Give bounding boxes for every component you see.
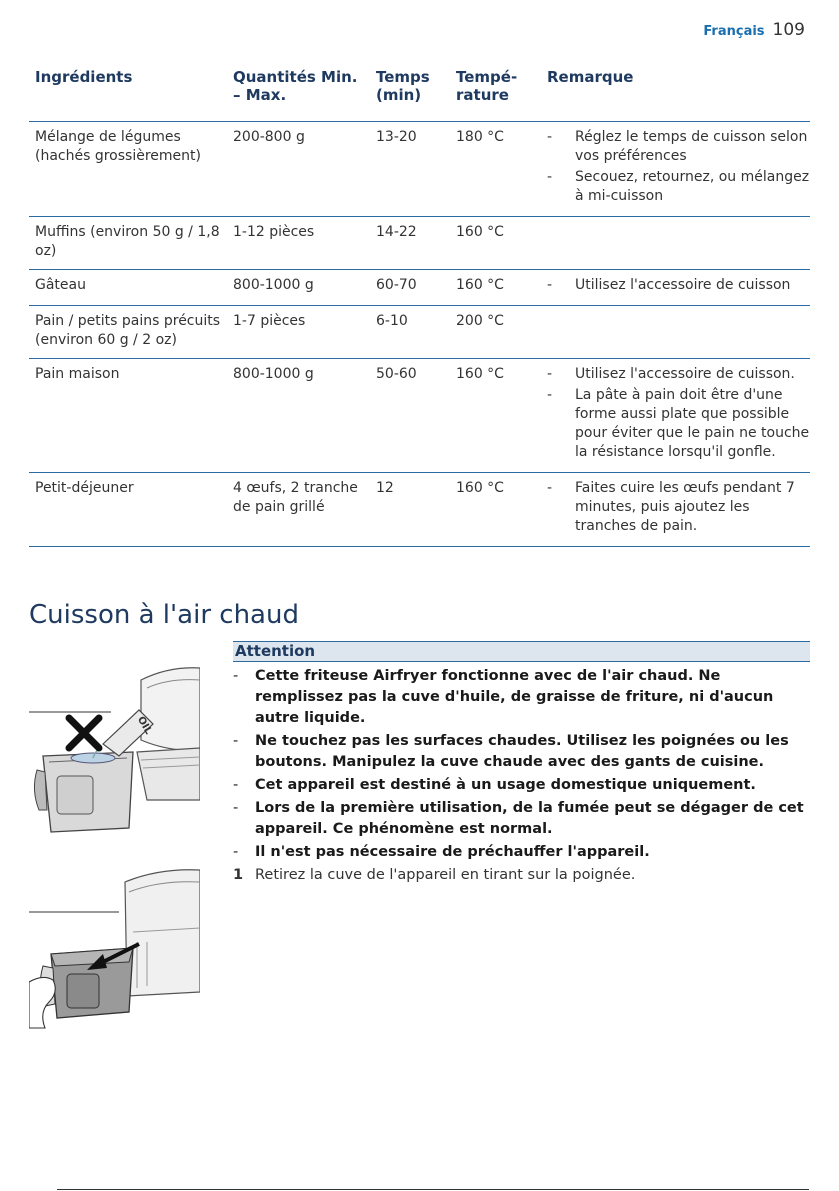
remark-text: Réglez le temps de cuisson selon vos préférences (575, 129, 808, 164)
attention-item (233, 666, 810, 729)
cell-temperature: 160 °C (456, 480, 504, 496)
cell-ingredient: Pain maison (35, 366, 120, 382)
cell-time: 6-10 (376, 313, 408, 329)
oil-label: OIL (134, 714, 154, 737)
remark-text: Utilisez l'accessoire de cuisson (575, 277, 791, 293)
attention-text: Ne touchez pas les surfaces chaudes. Utilisez les poignées ou les boutons. Manipulez la cuve chaude avec des gants de cuisine. (255, 733, 789, 770)
attention-title: Attention (233, 641, 810, 662)
cell-remarks (541, 312, 810, 350)
step-number: 1 (233, 867, 244, 883)
no-oil-illustration (29, 660, 200, 842)
remark-text: La pâte à pain doit être d'une forme aussi plate que possible pour éviter que le pain ne touche la résistance lorsqu'il gonfle. (575, 387, 810, 460)
attention-box (233, 641, 810, 865)
attention-dash: - (233, 733, 239, 749)
attention-text: Cet appareil est destiné à un usage domestique uniquement. (255, 777, 756, 793)
header-quantities: Quantités Min. – Max. (233, 68, 358, 104)
remark-dash: - (547, 480, 553, 496)
header-ingredients: Ingrédients (35, 68, 133, 86)
table-row (29, 122, 810, 217)
remark-item (547, 479, 810, 536)
header-temperature: Tempé-rature (456, 68, 518, 104)
remarks-list (547, 128, 810, 206)
remark-dash: - (547, 387, 553, 403)
remarks-list (547, 276, 810, 295)
remark-dash: - (547, 277, 553, 293)
remark-item (547, 276, 810, 295)
attention-text: Lors de la première utilisation, de la fumée peut se dégager de cet appareil. Ce phénomène est normal. (255, 800, 804, 837)
remarks-list (547, 365, 810, 462)
cell-temperature: 160 °C (456, 366, 504, 382)
step-1 (233, 866, 635, 885)
page-number: 109 (772, 20, 805, 40)
cell-time: 50-60 (376, 366, 417, 382)
cell-time: 13-20 (376, 129, 417, 145)
cell-remarks (541, 365, 810, 464)
table-row (29, 306, 810, 359)
attention-list (233, 666, 810, 863)
cell-temperature: 200 °C (456, 313, 504, 329)
table-row (29, 473, 810, 547)
airfryer-body (125, 870, 200, 996)
remarks-list (547, 479, 810, 536)
footer-rule (57, 1189, 809, 1190)
remark-text: Faites cuire les œufs pendant 7 minutes, puis ajoutez les tranches de pain. (575, 480, 795, 534)
cell-remarks (541, 223, 810, 261)
basket (34, 752, 133, 832)
cell-ingredient: Muffins (environ 50 g / 1,8 oz) (35, 224, 220, 259)
cell-temperature: 160 °C (456, 224, 504, 240)
attention-item (233, 775, 810, 796)
cell-ingredient: Gâteau (35, 277, 86, 293)
attention-item (233, 798, 810, 840)
cell-ingredient: Mélange de légumes (hachés grossièrement) (35, 129, 201, 164)
attention-text: Il n'est pas nécessaire de préchauffer l'appareil. (255, 844, 650, 860)
remark-item (547, 365, 810, 384)
cell-ingredient: Pain / petits pains précuits (environ 60 g / 2 oz) (35, 313, 221, 348)
header-language: Français (703, 24, 765, 39)
cell-remarks (541, 276, 810, 297)
cell-time: 14-22 (376, 224, 417, 240)
header-time: Temps (min) (376, 68, 430, 104)
attention-dash: - (233, 800, 239, 816)
table-row (29, 217, 810, 270)
remark-item (547, 128, 810, 166)
cell-quantity: 200-800 g (233, 129, 305, 145)
cell-time: 60-70 (376, 277, 417, 293)
table-row (29, 270, 810, 306)
remove-basket-illustration (29, 862, 200, 1032)
cell-time: 12 (376, 480, 394, 496)
attention-text: Cette friteuse Airfryer fonctionne avec de l'air chaud. Ne remplissez pas la cuve d'huile, de graisse de friture, ni d'aucun autre liquide. (255, 668, 774, 726)
cell-quantity: 800-1000 g (233, 277, 314, 293)
attention-dash: - (233, 844, 239, 860)
remark-item (547, 386, 810, 462)
cell-quantity: 1-7 pièces (233, 313, 306, 329)
remark-text: Utilisez l'accessoire de cuisson. (575, 366, 795, 382)
remark-dash: - (547, 129, 553, 145)
section-title: Cuisson à l'air chaud (29, 600, 299, 630)
cell-quantity: 1-12 pièces (233, 224, 315, 240)
remark-dash: - (547, 366, 553, 382)
table-body (29, 122, 810, 547)
attention-item (233, 842, 810, 863)
table-header-row (29, 68, 810, 122)
cell-temperature: 180 °C (456, 129, 504, 145)
attention-dash: - (233, 777, 239, 793)
attention-item (233, 731, 810, 773)
cell-remarks (541, 128, 810, 208)
cooking-table (29, 68, 810, 547)
remark-item (547, 168, 810, 206)
cell-remarks (541, 479, 810, 538)
cell-ingredient: Petit-déjeuner (35, 480, 134, 496)
prohibited-cross-icon (69, 718, 99, 748)
cell-temperature: 160 °C (456, 277, 504, 293)
page-header (703, 20, 805, 40)
cell-quantity: 4 œufs, 2 tranche de pain grillé (233, 480, 358, 515)
table-row (29, 359, 810, 473)
remark-dash: - (547, 169, 553, 185)
cell-quantity: 800-1000 g (233, 366, 314, 382)
step-text: Retirez la cuve de l'appareil en tirant sur la poignée. (255, 867, 636, 883)
header-remarks: Remarque (547, 68, 634, 86)
attention-dash: - (233, 668, 239, 684)
remark-text: Secouez, retournez, ou mélangez à mi-cuisson (575, 169, 810, 204)
